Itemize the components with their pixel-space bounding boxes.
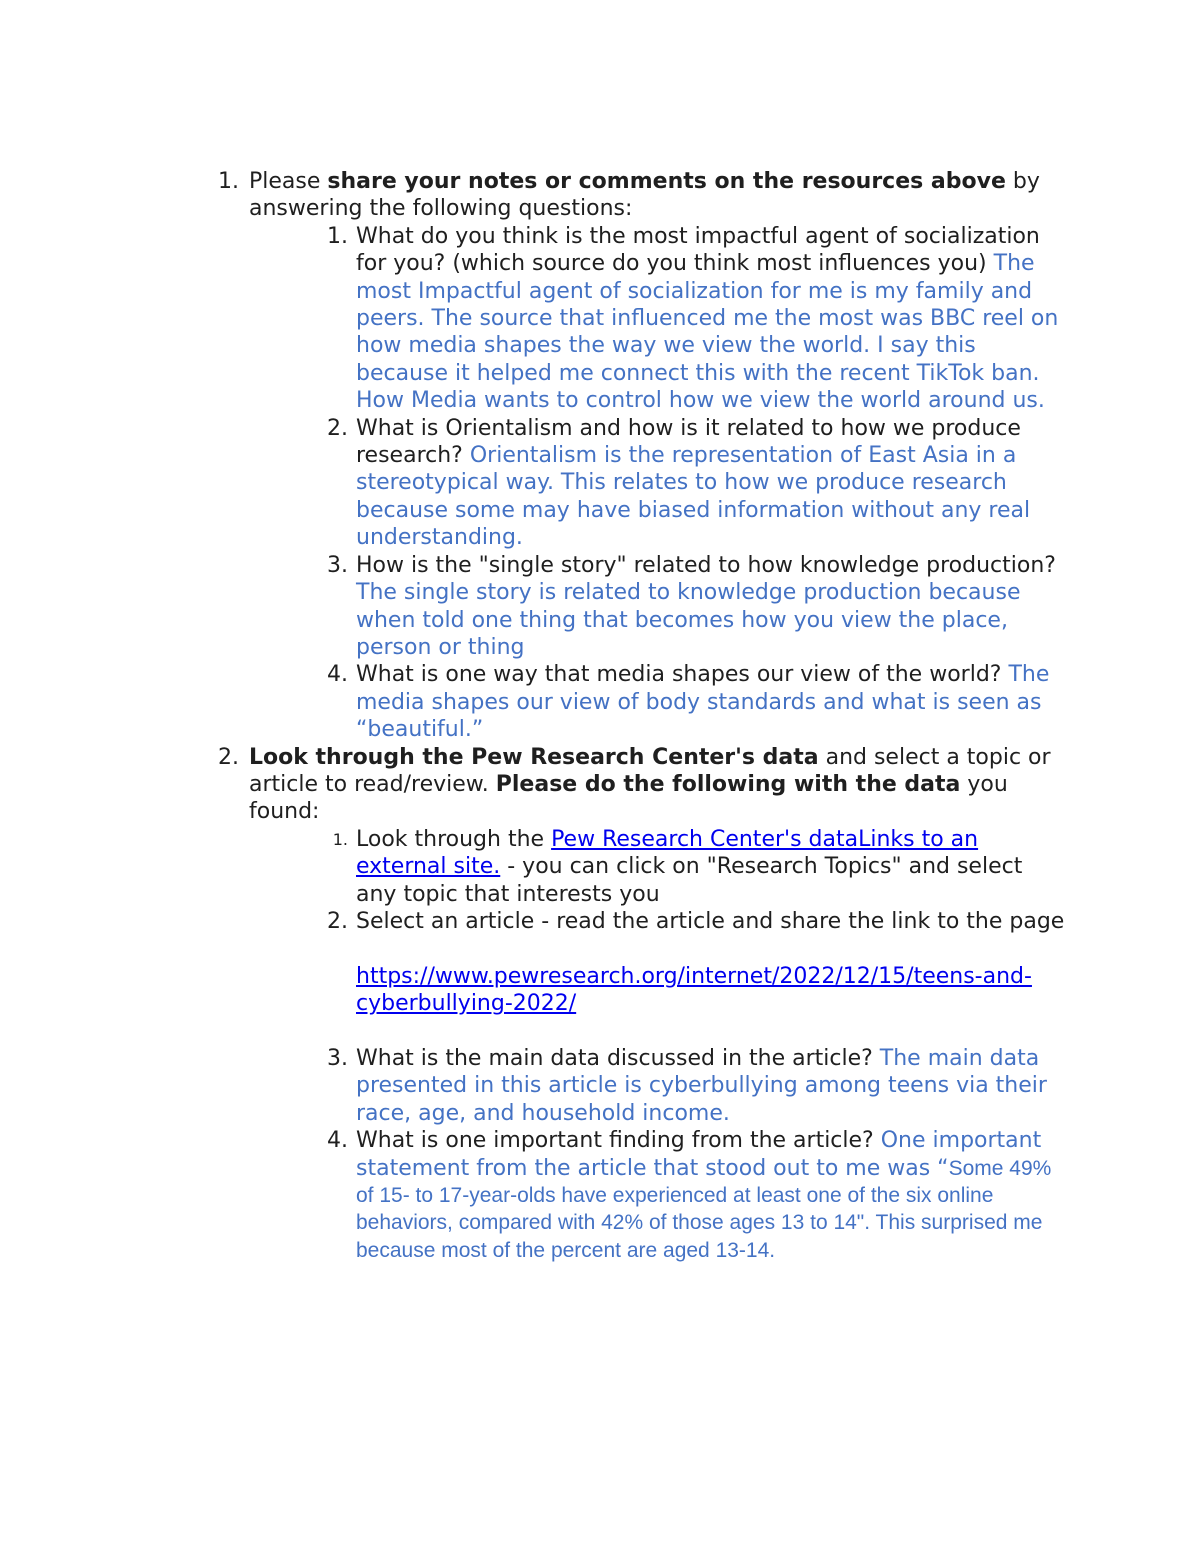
question-text: How is the "single story" related to how knowledge production? (356, 552, 1056, 578)
question-1-1 (327, 223, 1066, 415)
answer-text: The most Impactful agent of socialization for me is my family and peers. The source that influenced me the most was BBC reel on how media shapes the way we view the world. I say this because it helped me connect this with the recent TikTok ban. How Media wants to control how we view the world around us. (356, 251, 1059, 414)
blank-line (356, 935, 1066, 962)
question-1-3 (327, 552, 1066, 662)
question-2-2 (327, 908, 1066, 1045)
question-text: What do you think is the most impactful agent of socialization for you? (which source do you think most influences you) (356, 223, 1040, 277)
question-2-1 (332, 826, 1066, 908)
answer-text: Orientalism is the representation of East Asia in a stereotypical way. This relates to how we produce research because some may have biased information without any real understanding. (356, 443, 1031, 551)
list-number: 3. (327, 552, 348, 578)
instruction-text: Look through the (356, 826, 552, 852)
quoted-finding-text: Some 49% of 15- to 17-year-olds have experienced at least one of the six online behaviors, compared with 42% of those ages 13 to 14". This surprised me because most of the percent are aged 13-14. (356, 1156, 1052, 1262)
instruction-text-end: - you can click on "Research Topics" and select any topic that interests you (356, 854, 1023, 907)
question-text: What is the main data discussed in the article? (356, 1045, 880, 1071)
q2-bold-a: Look through the Pew Research Center's data (249, 744, 819, 770)
list-number: 1. (327, 223, 348, 249)
question-text: What is one important finding from the article? (356, 1128, 881, 1154)
list-number: 2. (327, 415, 348, 441)
list-number: 1. (332, 829, 348, 849)
instruction-text: Select an article - read the article and share the link to the page (356, 908, 1065, 934)
list-number: 4. (327, 662, 348, 688)
question-2-4 (327, 1127, 1066, 1264)
q2-text-b: you found: (249, 771, 1008, 825)
list-number: 3. (327, 1045, 348, 1071)
answer-text: One important statement from the article that stood out to me was “ (356, 1128, 1042, 1181)
question-text: What is Orientalism and how is it related to how we produce research? (356, 415, 1021, 469)
q1-text-end: by answering the following questions: (249, 169, 1040, 222)
list-number: 1. (218, 169, 239, 194)
list-number: 2. (218, 744, 239, 770)
question-2-3 (327, 1045, 1066, 1127)
question-text: What is one way that media shapes our view of the world? (356, 662, 1009, 688)
answer-text: The single story is related to knowledge production because when told one thing that becomes how you view the place, person or thing (356, 580, 1021, 660)
q1-bold: share your notes or comments on the resources above (327, 169, 1006, 194)
answer-text: The main data presented in this article is cyberbullying among teens via their race, age, and household income. (356, 1045, 1047, 1126)
question-1-2 (327, 415, 1066, 552)
question-1 (218, 168, 1064, 223)
question-2 (218, 744, 1064, 826)
list-number: 2. (327, 908, 348, 934)
q2-text-a: and select a topic or article to read/review. (249, 744, 1051, 797)
q1-text: Please (249, 169, 328, 194)
question-1-4 (327, 661, 1066, 743)
pew-data-link[interactable]: Pew Research Center's dataLinks to an external site. (356, 826, 979, 880)
document-page (0, 168, 1200, 1264)
answer-text: The media shapes our view of body standards and what is seen as “beautiful.” (356, 662, 1050, 743)
q2-bold-b: Please do the following with the data (495, 771, 961, 797)
article-url-link[interactable]: https://www.pewresearch.org/internet/2022/12/15/teens-and-cyberbullying-2022/ (356, 963, 1032, 1017)
blank-line (356, 1018, 1066, 1045)
list-number: 4. (327, 1128, 348, 1154)
